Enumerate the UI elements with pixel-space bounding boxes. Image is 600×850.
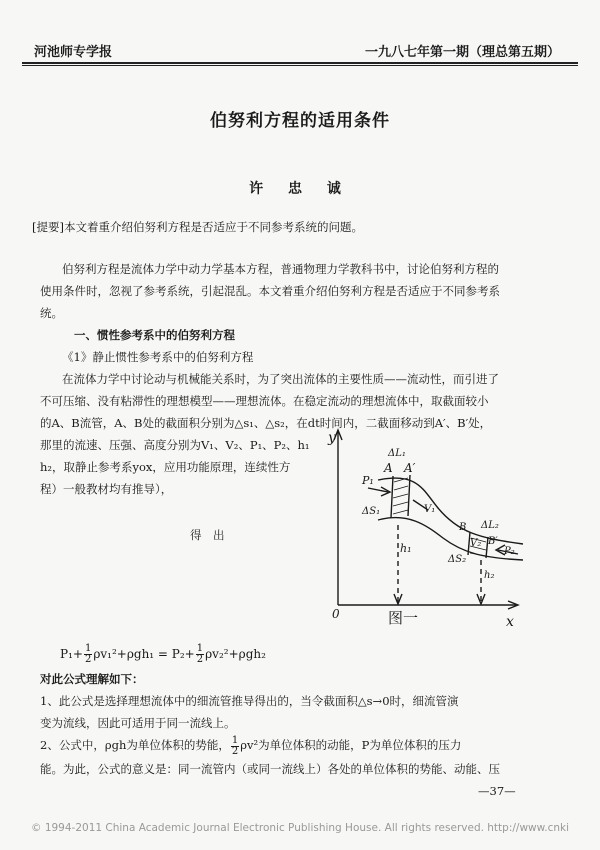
item2-part-b: ρv²为单位体积的动能，P为单位体积的压力: [240, 738, 462, 752]
formula-mid2: ρv₂²+ρgh₂: [205, 647, 266, 661]
label-a-prime: A′: [404, 461, 416, 475]
item2-line-1: [40, 734, 461, 757]
flow-tube-figure: [318, 420, 538, 635]
fraction-denominator: 2: [231, 745, 239, 757]
body-line-3: 的A、B流管，A、B处的截面积分别为△s₁、△s₂，在dt时间内，二截面移动到A′、B′处，: [40, 416, 492, 430]
author-name: 许 忠 诚: [249, 181, 351, 197]
origin-label: 0: [332, 607, 340, 621]
section-a-line: [391, 476, 393, 518]
item1-line-1: 1、此公式是选择理想流体中的细流管推导得出的，当令截面积△s→0时，细流管演: [40, 694, 459, 708]
tube-upper-wall: [378, 478, 523, 544]
derive-label: 得 出: [190, 528, 225, 542]
label-p2: P₂: [504, 546, 515, 557]
header-rule-thin: [22, 65, 578, 66]
subsection-heading: 《1》静止惯性参考系中的伯努利方程: [62, 350, 254, 364]
label-dl2: ΔL₂: [481, 520, 499, 531]
body-left-line-3: 程）一般教材均有推导），: [40, 482, 173, 496]
fraction-half-1: [84, 644, 92, 665]
x-axis-label: x: [506, 614, 514, 630]
issue-info: 一九八七年第一期（理总第五期）: [364, 45, 560, 60]
label-h2: h₂: [484, 570, 495, 581]
label-b: B: [459, 522, 467, 533]
fraction-numerator: 1: [196, 643, 204, 654]
body-line-2: 不可压缩、没有粘滞性的理想模型——理想流体。在稳定流动的理想流体中，取截面较小: [40, 394, 489, 408]
item2-part-a: 2、公式中，ρgh为单位体积的势能，: [40, 738, 230, 752]
label-h1: h₁: [400, 542, 412, 555]
body-left-line-2: h₂，取静止参考系yox，应用功能原理，连续性方: [40, 460, 291, 474]
label-a: A: [384, 461, 393, 475]
understanding-intro: 对此公式理解如下：: [40, 672, 144, 686]
label-dl1: ΔL₁: [388, 448, 406, 459]
page-number: —37—: [478, 784, 516, 798]
formula-p1: P₁+: [60, 647, 83, 661]
fraction-denominator: 2: [84, 654, 92, 665]
hatching-a: [393, 478, 408, 514]
label-v1: V₁: [424, 504, 436, 515]
label-v2: V₂: [470, 538, 482, 549]
header-rule: [22, 62, 578, 64]
fraction-half-2: [196, 644, 204, 665]
body-left-line-1: 那里的流速、压强、高度分别为V₁、V₂、P₁、P₂、h₁: [40, 438, 310, 452]
y-axis-label: y: [328, 430, 336, 446]
formula-mid1: ρv₁²+ρgh₁ = P₂+: [93, 647, 195, 661]
section-heading: 一、惯性参考系中的伯努利方程: [74, 328, 235, 342]
fraction-half-3: [231, 736, 239, 757]
article-title: 伯努利方程的适用条件: [210, 111, 390, 131]
item1-line-2: 变为流线，因此可适用于同一流线上。: [40, 716, 236, 730]
item2-line-2: 能。为此，公式的意义是：同一流管内（或同一流线上）各处的单位体积的势能、动能、压: [40, 762, 500, 776]
copyright-footer: © 1994-2011 China Academic Journal Electronic Publishing House. All rights reserved. http://www.cnki: [30, 822, 570, 834]
label-ds2: ΔS₂: [448, 554, 467, 565]
intro-line-3: 统。: [40, 306, 63, 320]
body-line-1: 在流体力学中讨论动与机械能关系时，为了突出流体的主要性质——流动性，而引进了: [62, 372, 499, 386]
label-b-prime: B′: [488, 536, 498, 547]
fraction-numerator: 1: [231, 734, 239, 746]
intro-line-1: 伯努利方程是流体力学中动力学基本方程，普通物理力学教科书中，讨论伯努利方程的: [62, 262, 499, 276]
figure-caption: 图一: [388, 609, 419, 627]
fraction-denominator: 2: [196, 654, 204, 665]
journal-name: 河池师专学报: [34, 45, 113, 60]
label-p1: P₁: [362, 474, 374, 487]
section-a-prime-line: [408, 475, 410, 516]
fraction-numerator: 1: [84, 643, 92, 654]
intro-line-2: 使用条件时，忽视了参考系统，引起混乱。本文着重介绍伯努利方程是否适应于不同参考系: [40, 284, 500, 298]
bernoulli-formula: [60, 644, 266, 665]
label-ds1: ΔS₁: [362, 506, 381, 517]
abstract: [提要]本文着重介绍伯努利方程是否适应于不同参考系统的问题。: [32, 220, 363, 234]
